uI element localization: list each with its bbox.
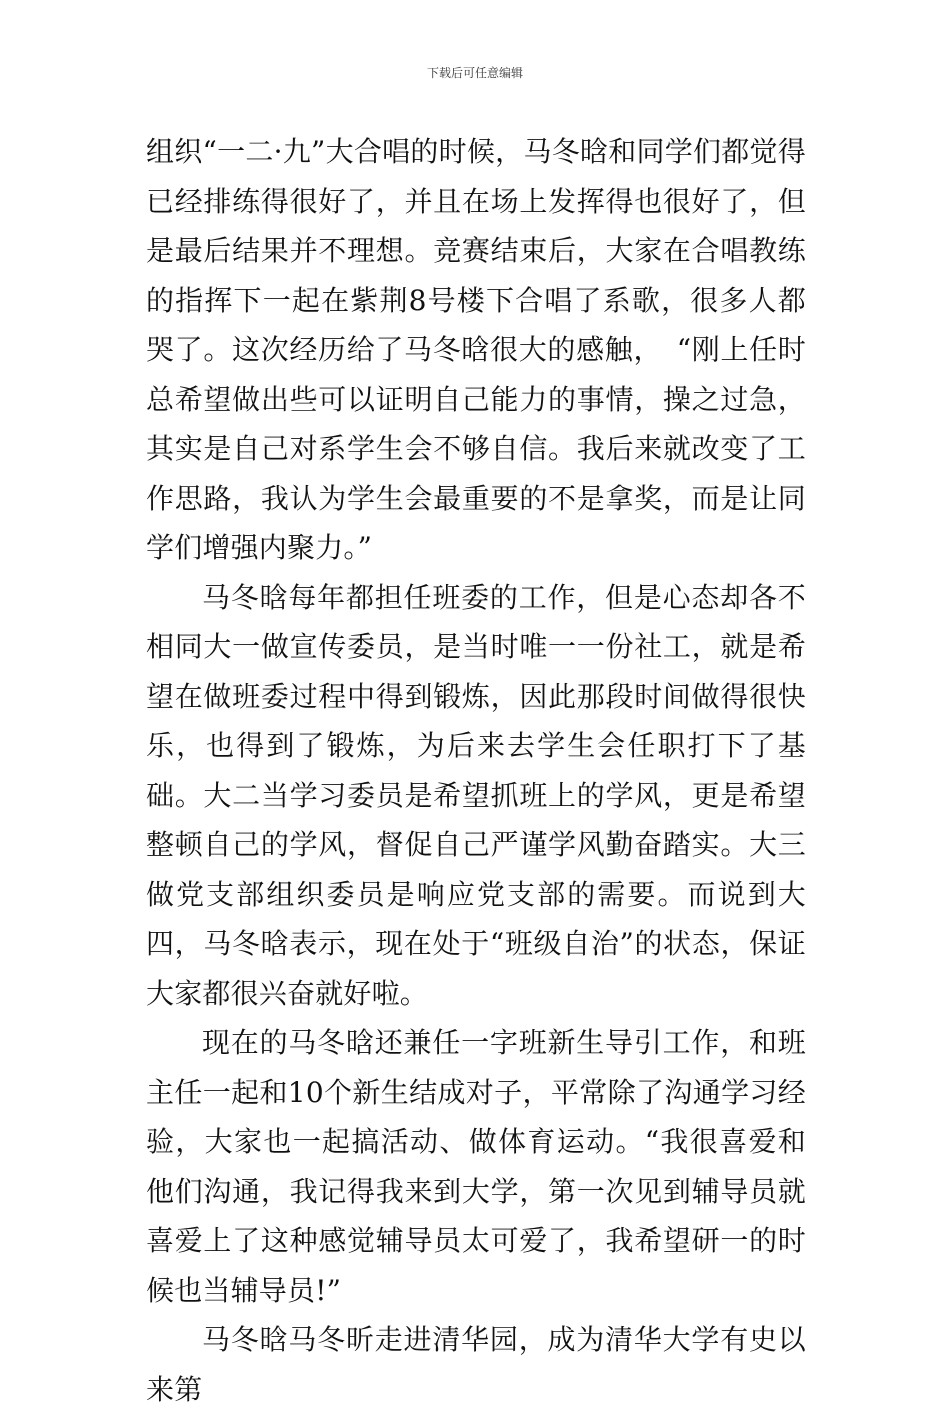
document-body bbox=[146, 127, 806, 1414]
paragraph-3: 现在的马冬晗还兼任一字班新生导引工作，和班主任一起和10个新生结成对子，平常除了沟通学习经验，大家也一起搞活动、做体育运动。“我很喜爱和他们沟通，我记得我来到大学，第一次见到辅导员就喜爱上了这种感觉辅导员太可爱了，我希望研一的时候也当辅导员!” bbox=[146, 1026, 806, 1307]
paragraph-4: 马冬晗马冬昕走进清华园，成为清华大学有史以来第 bbox=[146, 1323, 806, 1406]
paragraph-2: 马冬晗每年都担任班委的工作，但是心态却各不相同大一做宣传委员，是当时唯一一份社工，就是希望在做班委过程中得到锻炼，因此那段时间做得很快乐，也得到了锻炼，为后来去学生会任职打下了基础。大二当学习委员是希望抓班上的学风，更是希望整顿自己的学风，督促自己严谨学风勤奋踏实。大三做党支部组织委员是响应党支部的需要。而说到大四，马冬晗表示，现在处于“班级自治”的状态，保证大家都很兴奋就好啦。 bbox=[146, 580, 806, 1010]
page-header: 下载后可任意编辑 bbox=[426, 66, 523, 80]
paragraph-1: 组织“一二·九”大合唱的时候，马冬晗和同学们都觉得已经排练得很好了，并且在场上发挥得也很好了，但是最后结果并不理想。竞赛结束后，大家在合唱教练的指挥下一起在紫荆8号楼下合唱了系歌，很多人都哭了。这次经历给了马冬晗很大的感触， “刚上任时总希望做出些可以证明自己能力的事情，操之过急，其实是自己对系学生会不够自信。我后来就改变了工作思路，我认为学生会最重要的不是拿奖，而是让同学们增强内聚力。” bbox=[146, 135, 806, 564]
